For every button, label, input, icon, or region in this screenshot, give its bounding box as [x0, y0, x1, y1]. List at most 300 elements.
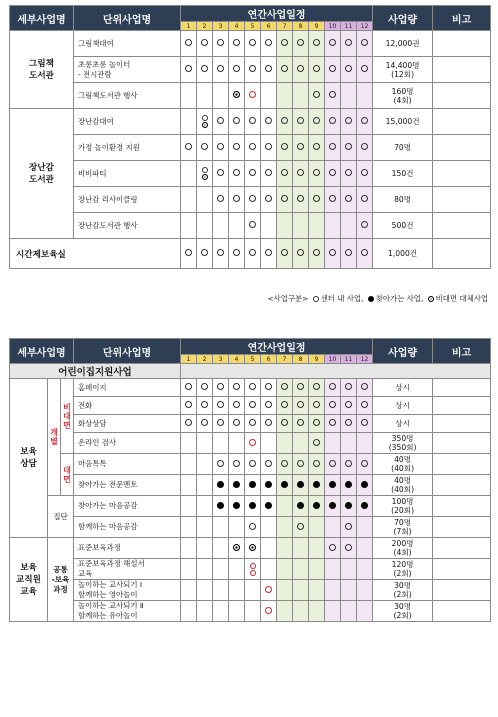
t2-face-0-month-6 — [261, 454, 277, 475]
t1-g0-r0-month-7 — [277, 31, 293, 57]
t2-group-0-month-10 — [325, 496, 341, 517]
t1-g0-r1-month-8 — [293, 57, 309, 83]
t2-remote-0-month-7 — [277, 379, 293, 397]
t2-edu-2-month-4 — [229, 580, 245, 601]
t2-face-0-quantity: 40명 (40회) — [373, 454, 433, 475]
t2-edu-3-quantity: 30명 (2회) — [373, 601, 433, 622]
red-circle-icon — [265, 607, 272, 614]
t1-g0-r2-month-6 — [261, 83, 277, 109]
t1-g1-r3-month-9 — [309, 187, 325, 213]
unit-name: 초롱초롱 놀이터 - 전시관람 — [74, 57, 181, 83]
circle-icon — [281, 249, 288, 256]
t2-group-0-month-8 — [293, 496, 309, 517]
circle-icon — [297, 401, 304, 408]
circle-icon — [185, 383, 192, 390]
circle-icon — [345, 143, 352, 150]
t1-g0-r2-month-7 — [277, 83, 293, 109]
month-header-11: 11 — [341, 355, 357, 364]
t2-edu-1-month-3 — [213, 559, 229, 580]
t2-group-0-quantity: 100명 (20회) — [373, 496, 433, 517]
t1-g1-r1-month-3 — [213, 135, 229, 161]
t2-remote-2-month-6 — [261, 415, 277, 433]
t1-g0-r2-month-3 — [213, 83, 229, 109]
t1-g1-r0-month-10 — [325, 109, 341, 135]
unit-name: 놀이하는 교사되기 Ⅱ 함께하는 유아놀이 — [74, 601, 181, 622]
t2-remote-3-month-12 — [357, 433, 373, 454]
t2-remote-1-month-9 — [309, 397, 325, 415]
t1-g1-r0-month-3 — [213, 109, 229, 135]
circle-icon — [249, 39, 256, 46]
circle-icon — [201, 383, 208, 390]
t2-remote-3-month-3 — [213, 433, 229, 454]
month-header-10: 10 — [325, 355, 341, 364]
circle-icon — [361, 195, 368, 202]
t1-g0-r2-month-9 — [309, 83, 325, 109]
circle-icon — [361, 460, 368, 467]
t2-group-0-month-1 — [181, 496, 197, 517]
remote-label: 비 대 면 — [61, 379, 74, 454]
t1-g1-r0-month-11 — [341, 109, 357, 135]
t2-edu-1-month-8 — [293, 559, 309, 580]
circle-icon — [313, 39, 320, 46]
t1-g1-r3-month-12 — [357, 187, 373, 213]
t1-g1-r0-month-12 — [357, 109, 373, 135]
circle-icon — [217, 65, 224, 72]
t2-edu-0-month-10 — [325, 538, 341, 559]
filled-dot-icon — [368, 296, 374, 302]
t1-g1-r2-month-9 — [309, 161, 325, 187]
circle-icon — [313, 117, 320, 124]
t2-remote-1-month-4 — [229, 397, 245, 415]
t1-g0-r0-month-5 — [245, 31, 261, 57]
circle-icon — [361, 143, 368, 150]
t2-face-0-remarks — [433, 454, 491, 475]
t1-g1-r4-month-12 — [357, 213, 373, 239]
t1-g1-r2-quantity: 150건 — [373, 161, 433, 187]
t2-edu-0-month-9 — [309, 538, 325, 559]
circle-icon — [297, 39, 304, 46]
circle-icon — [329, 249, 336, 256]
month-header-9: 9 — [309, 355, 325, 364]
table-row — [10, 397, 491, 415]
circle-icon — [297, 249, 304, 256]
month-header-11: 11 — [341, 22, 357, 31]
category-cell: 시간제보육실 — [10, 239, 181, 269]
circle-icon — [313, 91, 320, 98]
circle-icon — [233, 143, 240, 150]
t1-g2-r0-month-4 — [229, 239, 245, 269]
table-row — [10, 433, 491, 454]
t2-edu-1-month-10 — [325, 559, 341, 580]
t2-edu-2-remarks — [433, 580, 491, 601]
t1-g0-r1-month-3 — [213, 57, 229, 83]
t1-g1-r0-remarks — [433, 109, 491, 135]
circle-icon — [233, 460, 240, 467]
circle-icon — [249, 523, 256, 530]
t2-edu-2-quantity: 30명 (2회) — [373, 580, 433, 601]
circle-icon — [297, 523, 304, 530]
t2-face-1-remarks — [433, 475, 491, 496]
circle-icon — [185, 39, 192, 46]
circle-icon — [329, 419, 336, 426]
counsel-group-cell: 보육 상담 — [10, 379, 48, 538]
t2-face-0-month-4 — [229, 454, 245, 475]
t1-g2-r0-month-1 — [181, 239, 197, 269]
circle-icon — [361, 383, 368, 390]
filled-dot-icon — [313, 502, 320, 509]
t2-edu-1-month-7 — [277, 559, 293, 580]
table-row — [10, 83, 491, 109]
t1-g0-r0-month-4 — [229, 31, 245, 57]
t2-face-1-month-12 — [357, 475, 373, 496]
t1-g1-r0-month-5 — [245, 109, 261, 135]
circle-icon — [345, 523, 352, 530]
t1-g1-r4-month-10 — [325, 213, 341, 239]
t2-face-1-month-1 — [181, 475, 197, 496]
circle-icon — [265, 419, 272, 426]
unit-name: 장난감도서관 행사 — [74, 213, 181, 239]
t1-g0-r2-remarks — [433, 83, 491, 109]
circle-icon — [233, 401, 240, 408]
circle-icon — [345, 460, 352, 467]
header-category-2: 세부사업명 — [10, 339, 74, 364]
filled-dot-icon — [329, 481, 336, 488]
circle-icon — [313, 419, 320, 426]
t1-g2-r0-month-12 — [357, 239, 373, 269]
circle-icon — [361, 39, 368, 46]
t1-g0-r1-month-12 — [357, 57, 373, 83]
remote-mark-icon — [249, 544, 256, 551]
t1-g0-r2-month-10 — [325, 83, 341, 109]
t2-edu-0-month-11 — [341, 538, 357, 559]
month-header-6: 6 — [261, 22, 277, 31]
t1-g0-r0-month-3 — [213, 31, 229, 57]
t2-face-1-month-9 — [309, 475, 325, 496]
month-header-12: 12 — [357, 22, 373, 31]
t1-g1-r2-month-11 — [341, 161, 357, 187]
circle-icon — [217, 460, 224, 467]
legend-remote: 비대면 대체사업 — [435, 294, 488, 303]
circle-icon — [201, 419, 208, 426]
t2-group-0-month-11 — [341, 496, 357, 517]
t2-remote-2-month-3 — [213, 415, 229, 433]
circle-icon — [297, 460, 304, 467]
t2-remote-2-month-2 — [197, 415, 213, 433]
t1-g1-r4-month-7 — [277, 213, 293, 239]
t2-remote-0-month-6 — [261, 379, 277, 397]
t2-group-1-month-12 — [357, 517, 373, 538]
circle-icon — [313, 169, 320, 176]
t2-face-0-month-9 — [309, 454, 325, 475]
filled-dot-icon — [345, 481, 352, 488]
t2-remote-1-month-6 — [261, 397, 277, 415]
t2-edu-2-month-6 — [261, 580, 277, 601]
t2-group-0-month-3 — [213, 496, 229, 517]
red-star-icon — [245, 563, 260, 576]
t2-face-0-month-8 — [293, 454, 309, 475]
t1-g1-r2-month-1 — [181, 161, 197, 187]
header-category: 세부사업명 — [10, 6, 74, 31]
table-row — [10, 161, 491, 187]
t2-edu-3-month-12 — [357, 601, 373, 622]
circle-icon — [265, 383, 272, 390]
circle-icon — [217, 169, 224, 176]
table-row — [10, 213, 491, 239]
table-row — [10, 538, 491, 559]
t2-group-1-month-11 — [341, 517, 357, 538]
t2-edu-3-month-10 — [325, 601, 341, 622]
t1-g1-r2-month-10 — [325, 161, 341, 187]
t2-edu-0-month-2 — [197, 538, 213, 559]
t2-remote-3-remarks — [433, 433, 491, 454]
circle-icon — [265, 460, 272, 467]
circle-icon — [249, 221, 256, 228]
t2-face-0-month-2 — [197, 454, 213, 475]
circle-icon — [345, 249, 352, 256]
t1-g0-r2-month-2 — [197, 83, 213, 109]
month-header-7: 7 — [277, 22, 293, 31]
header-schedule-2: 연간사업일정 — [181, 339, 373, 355]
t2-edu-3-month-5 — [245, 601, 261, 622]
t1-g0-r1-month-7 — [277, 57, 293, 83]
circle-icon — [297, 65, 304, 72]
t2-group-0-month-4 — [229, 496, 245, 517]
circle-icon — [281, 195, 288, 202]
t1-g0-r0-quantity: 12,000권 — [373, 31, 433, 57]
t1-g0-r2-month-12 — [357, 83, 373, 109]
t1-g1-r3-quantity: 80명 — [373, 187, 433, 213]
t2-remote-0-month-2 — [197, 379, 213, 397]
category-cell: 그림책 도서관 — [10, 31, 74, 109]
unit-name: 온라인 검사 — [74, 433, 181, 454]
circle-icon — [249, 460, 256, 467]
t1-g1-r4-month-5 — [245, 213, 261, 239]
t2-edu-0-quantity: 200명 (4회) — [373, 538, 433, 559]
filled-dot-icon — [281, 481, 288, 488]
t2-remote-0-month-4 — [229, 379, 245, 397]
circle-icon — [185, 401, 192, 408]
t2-remote-0-month-9 — [309, 379, 325, 397]
t2-remote-2-month-5 — [245, 415, 261, 433]
t2-group-1-month-2 — [197, 517, 213, 538]
circle-icon — [249, 143, 256, 150]
unit-name: 장난감 리사이클링 — [74, 187, 181, 213]
t1-g1-r2-month-2 — [197, 161, 213, 187]
t2-edu-2-month-12 — [357, 580, 373, 601]
legend — [267, 293, 488, 304]
t2-edu-3-month-3 — [213, 601, 229, 622]
t2-edu-2-month-10 — [325, 580, 341, 601]
t1-g1-r4-month-6 — [261, 213, 277, 239]
unit-name: 전화 — [74, 397, 181, 415]
circle-icon — [297, 195, 304, 202]
circle-icon — [345, 401, 352, 408]
t1-g1-r1-quantity: 70명 — [373, 135, 433, 161]
circle-icon — [313, 249, 320, 256]
header-quantity: 사업량 — [373, 6, 433, 31]
t1-g2-r0-month-8 — [293, 239, 309, 269]
t1-g1-r4-month-3 — [213, 213, 229, 239]
t2-group-1-month-3 — [213, 517, 229, 538]
t2-remote-1-month-11 — [341, 397, 357, 415]
remote-mark-icon — [428, 296, 434, 302]
t2-remote-0-month-10 — [325, 379, 341, 397]
month-header-8: 8 — [293, 22, 309, 31]
t2-remote-1-month-2 — [197, 397, 213, 415]
t2-edu-3-month-11 — [341, 601, 357, 622]
legend-visit: 찾아가는 사업, — [375, 294, 424, 303]
circle-icon — [313, 143, 320, 150]
t2-face-1-month-6 — [261, 475, 277, 496]
t1-g0-r2-quantity: 160명 (4회) — [373, 83, 433, 109]
circle-icon — [345, 117, 352, 124]
circle-icon — [233, 383, 240, 390]
circle-icon — [281, 169, 288, 176]
t1-g0-r0-month-8 — [293, 31, 309, 57]
schedule-table-2 — [9, 338, 491, 622]
t2-remote-1-month-10 — [325, 397, 341, 415]
red-circle-icon — [249, 439, 256, 446]
circle-icon — [249, 249, 256, 256]
table-row — [10, 454, 491, 475]
circle-icon — [217, 419, 224, 426]
section-title: 어린이집지원사업 — [10, 364, 181, 379]
filled-dot-icon — [361, 481, 368, 488]
t2-remote-1-month-12 — [357, 397, 373, 415]
t2-face-1-month-4 — [229, 475, 245, 496]
t2-edu-2-month-3 — [213, 580, 229, 601]
t2-remote-2-month-7 — [277, 415, 293, 433]
t1-g1-r0-month-7 — [277, 109, 293, 135]
circle-icon — [201, 249, 208, 256]
unit-name: 화상상담 — [74, 415, 181, 433]
t1-g1-r1-month-2 — [197, 135, 213, 161]
t2-group-1-month-8 — [293, 517, 309, 538]
circle-icon — [313, 383, 320, 390]
t2-face-0-month-1 — [181, 454, 197, 475]
t1-g1-r3-month-1 — [181, 187, 197, 213]
circle-icon — [281, 65, 288, 72]
stacked-circles-icon — [197, 167, 212, 180]
t1-g1-r2-month-8 — [293, 161, 309, 187]
table-row — [10, 187, 491, 213]
t2-edu-2-month-2 — [197, 580, 213, 601]
t2-face-0-month-12 — [357, 454, 373, 475]
t2-group-0-month-5 — [245, 496, 261, 517]
t1-g1-r1-month-6 — [261, 135, 277, 161]
t1-g1-r3-month-3 — [213, 187, 229, 213]
t1-g0-r2-month-1 — [181, 83, 197, 109]
t2-edu-0-month-7 — [277, 538, 293, 559]
table-row — [10, 379, 491, 397]
circle-icon — [345, 65, 352, 72]
edu-group-cell: 보육 교직원 교육 — [10, 538, 48, 622]
t1-g0-r2-month-11 — [341, 83, 357, 109]
circle-icon — [313, 195, 320, 202]
t2-remote-0-month-11 — [341, 379, 357, 397]
circle-icon — [185, 249, 192, 256]
t2-remote-3-month-6 — [261, 433, 277, 454]
t2-remote-0-month-3 — [213, 379, 229, 397]
t2-remote-3-month-8 — [293, 433, 309, 454]
circle-icon — [185, 65, 192, 72]
filled-dot-icon — [297, 502, 304, 509]
filled-dot-icon — [249, 502, 256, 509]
table-row — [10, 475, 491, 496]
month-header-10: 10 — [325, 22, 341, 31]
t2-remote-0-month-1 — [181, 379, 197, 397]
circle-icon — [249, 65, 256, 72]
t2-edu-2-month-1 — [181, 580, 197, 601]
t2-face-1-month-7 — [277, 475, 293, 496]
t2-edu-0-month-12 — [357, 538, 373, 559]
t2-edu-3-month-6 — [261, 601, 277, 622]
month-header-3: 3 — [213, 22, 229, 31]
unit-name: 놀이하는 교사되기 Ⅰ 함께하는 영아놀이 — [74, 580, 181, 601]
filled-dot-icon — [249, 481, 256, 488]
t2-group-0-month-6 — [261, 496, 277, 517]
t2-remote-0-month-12 — [357, 379, 373, 397]
table-row — [10, 559, 491, 580]
t2-edu-3-month-8 — [293, 601, 309, 622]
t2-edu-3-month-1 — [181, 601, 197, 622]
t2-edu-0-month-6 — [261, 538, 277, 559]
table-row — [10, 580, 491, 601]
t1-g1-r0-month-8 — [293, 109, 309, 135]
t2-face-0-month-11 — [341, 454, 357, 475]
t2-remote-3-month-4 — [229, 433, 245, 454]
red-circle-icon — [249, 91, 256, 98]
t2-remote-3-month-9 — [309, 433, 325, 454]
filled-dot-icon — [345, 502, 352, 509]
circle-icon — [249, 195, 256, 202]
month-header-1: 1 — [181, 355, 197, 364]
t1-g1-r1-remarks — [433, 135, 491, 161]
t2-group-0-month-12 — [357, 496, 373, 517]
t2-remote-3-month-11 — [341, 433, 357, 454]
t1-g1-r4-month-9 — [309, 213, 325, 239]
circle-icon — [345, 195, 352, 202]
t2-edu-0-month-1 — [181, 538, 197, 559]
t2-edu-0-remarks — [433, 538, 491, 559]
t1-g0-r1-month-11 — [341, 57, 357, 83]
t2-edu-1-month-6 — [261, 559, 277, 580]
t1-g1-r2-month-5 — [245, 161, 261, 187]
unit-name: 찾아가는 마음공감 — [74, 496, 181, 517]
circle-icon — [281, 39, 288, 46]
t1-g1-r1-month-9 — [309, 135, 325, 161]
t1-g0-r0-month-12 — [357, 31, 373, 57]
t2-edu-1-month-2 — [197, 559, 213, 580]
circle-icon — [265, 169, 272, 176]
t1-g1-r2-remarks — [433, 161, 491, 187]
t1-g1-r3-month-8 — [293, 187, 309, 213]
circle-icon — [361, 117, 368, 124]
t2-remote-0-month-8 — [293, 379, 309, 397]
circle-icon — [329, 39, 336, 46]
t1-g0-r0-month-11 — [341, 31, 357, 57]
circle-icon — [329, 169, 336, 176]
circle-icon — [329, 544, 336, 551]
circle-icon — [217, 117, 224, 124]
t1-g1-r4-quantity: 500건 — [373, 213, 433, 239]
month-header-2: 2 — [197, 22, 213, 31]
t2-remote-2-remarks — [433, 415, 491, 433]
month-header-4: 4 — [229, 355, 245, 364]
t2-remote-1-month-5 — [245, 397, 261, 415]
t1-g1-r2-month-6 — [261, 161, 277, 187]
t2-remote-3-month-1 — [181, 433, 197, 454]
